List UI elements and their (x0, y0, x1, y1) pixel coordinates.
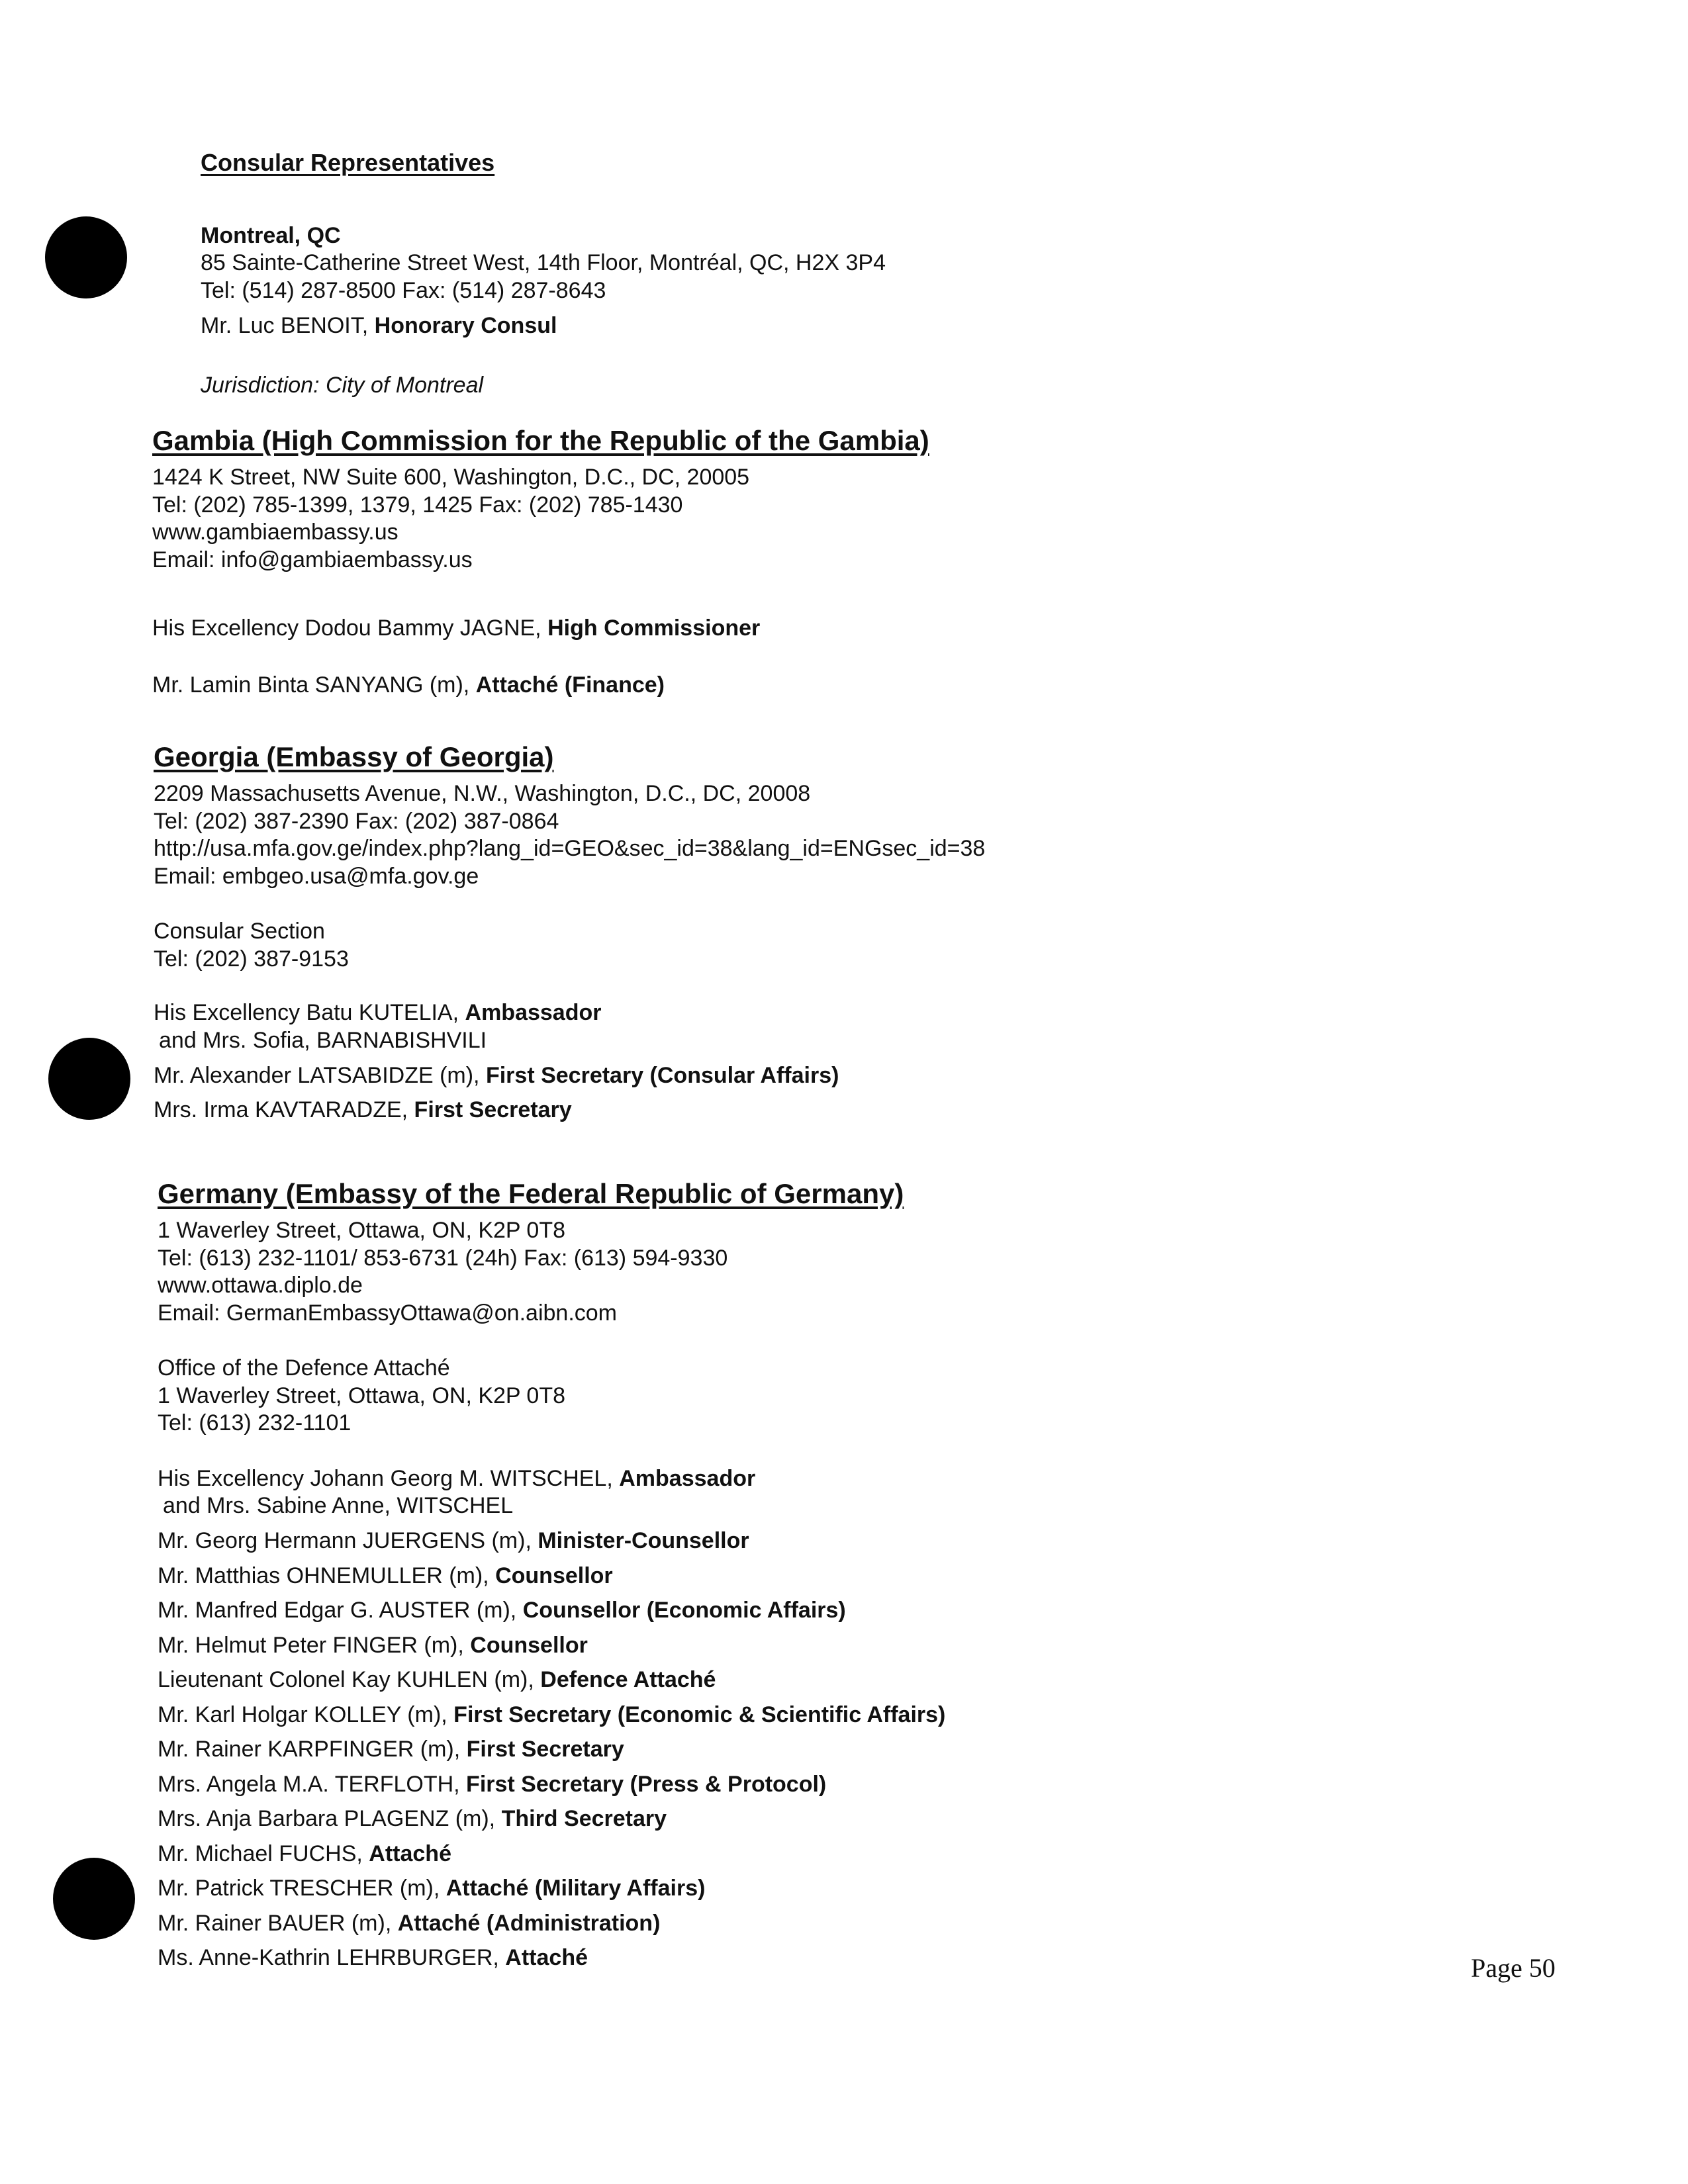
ambassador-title: Ambassador (619, 1465, 756, 1491)
georgia-address: 2209 Massachusetts Avenue, N.W., Washington, D.C., DC, 20008 (154, 781, 811, 807)
punch-hole-top (45, 216, 127, 298)
staff-name: His Excellency Dodou Bammy JAGNE, (152, 615, 541, 641)
consular-city: Montreal, QC (201, 222, 341, 248)
staff-title: Minister-Counsellor (538, 1528, 749, 1554)
staff-entry (158, 1527, 945, 1555)
staff-entry (158, 1875, 945, 1902)
staff-name: Mr. Rainer KARPFINGER (m), (158, 1737, 461, 1762)
georgia-tel: Tel: (202) 387-2390 Fax: (202) 387-0864 (154, 808, 559, 834)
gambia-tel: Tel: (202) 785-1399, 1379, 1425 Fax: (202) 785-1430 (152, 492, 683, 518)
georgia-website: http://usa.mfa.gov.ge/index.php?lang_id=GEO&sec_id=38&lang_id=ENGsec_id=38 (154, 836, 986, 862)
staff-name: Mrs. Irma KAVTARADZE, (154, 1097, 408, 1123)
staff-title: Attaché (505, 1945, 588, 1971)
germany-website: www.ottawa.diplo.de (158, 1273, 363, 1298)
ambassador-name: His Excellency Batu KUTELIA, (154, 1000, 459, 1026)
staff-name: Mr. Helmut Peter FINGER (m), (158, 1632, 464, 1658)
staff-entry (158, 1805, 945, 1833)
staff-name: Lieutenant Colonel Kay KUHLEN (m), (158, 1667, 534, 1693)
gambia-website: www.gambiaembassy.us (152, 520, 399, 545)
georgia-email: Email: embgeo.usa@mfa.gov.ge (154, 863, 479, 889)
staff-entry (158, 1736, 945, 1763)
person-name: Mr. Luc BENOIT, (201, 313, 369, 339)
consular-section (201, 148, 886, 399)
staff-name: Ms. Anne-Kathrin LEHRBURGER, (158, 1945, 499, 1971)
georgia-ambassador (154, 999, 985, 1026)
staff-title: First Secretary (414, 1097, 572, 1123)
ambassador-title: Ambassador (465, 1000, 602, 1026)
staff-name: Mrs. Angela M.A. TERFLOTH, (158, 1771, 460, 1797)
gambia-email: Email: info@gambiaembassy.us (152, 547, 473, 572)
staff-entry (158, 1841, 945, 1868)
staff-entry (158, 1771, 945, 1798)
staff-name: Mr. Manfred Edgar G. AUSTER (m), (158, 1598, 517, 1623)
punch-hole-middle (48, 1038, 130, 1120)
staff-title: High Commissioner (547, 615, 761, 641)
consular-tel: Tel: (514) 287-8500 Fax: (514) 287-8643 (201, 277, 606, 303)
germany-email: Email: GermanEmbassyOttawa@on.aibn.com (158, 1300, 617, 1326)
staff-title: First Secretary (Press & Protocol) (466, 1771, 827, 1797)
ambassador-name: His Excellency Johann Georg M. WITSCHEL, (158, 1465, 613, 1491)
staff-title: Third Secretary (501, 1806, 667, 1832)
staff-name: Mr. Michael FUCHS, (158, 1841, 363, 1866)
germany-tel: Tel: (613) 232-1101/ 853-6731 (24h) Fax: (613) 594-9330 (158, 1245, 728, 1271)
consular-heading: Consular Representatives (201, 149, 495, 176)
staff-title: Attaché (Finance) (475, 672, 665, 698)
staff-entry (158, 1597, 945, 1624)
staff-title: Attaché (369, 1841, 451, 1866)
georgia-consular-tel: Tel: (202) 387-9153 (154, 946, 349, 972)
staff-title: Counsellor (Economic Affairs) (522, 1598, 846, 1623)
gambia-section (152, 424, 929, 699)
germany-defence-label: Office of the Defence Attaché (158, 1355, 450, 1381)
staff-entry (152, 672, 929, 699)
staff-entry (158, 1910, 945, 1937)
staff-name: Mr. Alexander LATSABIDZE (m), (154, 1062, 480, 1088)
person-title: Honorary Consul (374, 313, 557, 339)
staff-title: Counsellor (470, 1632, 588, 1658)
georgia-section (154, 740, 985, 1132)
germany-ambassador (158, 1465, 945, 1492)
germany-section (158, 1177, 945, 1979)
staff-entry (152, 615, 929, 642)
staff-entry (154, 1062, 985, 1089)
germany-spouse: and Mrs. Sabine Anne, WITSCHEL (163, 1492, 514, 1518)
gambia-title: Gambia (High Commission for the Republic of the Gambia) (152, 425, 929, 456)
germany-defence-address: 1 Waverley Street, Ottawa, ON, K2P 0T8 (158, 1383, 566, 1408)
staff-entry (158, 1563, 945, 1590)
germany-address: 1 Waverley Street, Ottawa, ON, K2P 0T8 (158, 1218, 566, 1244)
staff-entry (158, 1632, 945, 1659)
staff-title: First Secretary (Consular Affairs) (485, 1062, 839, 1088)
staff-name: Mr. Karl Holgar KOLLEY (m), (158, 1702, 447, 1727)
staff-name: Mr. Patrick TRESCHER (m), (158, 1876, 440, 1901)
page-number: Page 50 (1471, 1953, 1556, 1983)
consular-address: 85 Sainte-Catherine Street West, 14th Floor, Montréal, QC, H2X 3P4 (201, 250, 886, 276)
consular-jurisdiction: Jurisdiction: City of Montreal (201, 372, 484, 398)
germany-title: Germany (Embassy of the Federal Republic of Germany) (158, 1178, 904, 1209)
staff-name: Mr. Matthias OHNEMULLER (m), (158, 1563, 489, 1588)
staff-title: First Secretary (466, 1737, 624, 1762)
staff-entry (154, 1097, 985, 1124)
georgia-spouse: and Mrs. Sofia, BARNABISHVILI (159, 1027, 487, 1053)
georgia-consular-label: Consular Section (154, 919, 325, 944)
georgia-title: Georgia (Embassy of Georgia) (154, 741, 554, 772)
gambia-address: 1424 K Street, NW Suite 600, Washington, D.C., DC, 20005 (152, 465, 750, 490)
germany-defence-tel: Tel: (613) 232-1101 (158, 1410, 352, 1436)
punch-hole-bottom (53, 1858, 135, 1940)
staff-title: First Secretary (Economic & Scientific Affairs) (453, 1702, 946, 1727)
staff-entry (158, 1666, 945, 1694)
staff-name: Mr. Georg Hermann JUERGENS (m), (158, 1528, 532, 1554)
staff-entry (158, 1702, 945, 1729)
staff-name: Mr. Rainer BAUER (m), (158, 1910, 392, 1936)
consular-person (201, 312, 886, 340)
staff-title: Attaché (Administration) (397, 1910, 661, 1936)
staff-name: Mrs. Anja Barbara PLAGENZ (m), (158, 1806, 496, 1832)
staff-title: Counsellor (495, 1563, 613, 1588)
staff-title: Defence Attaché (540, 1667, 716, 1693)
staff-name: Mr. Lamin Binta SANYANG (m), (152, 672, 470, 698)
staff-title: Attaché (Military Affairs) (445, 1876, 706, 1901)
staff-entry (158, 1944, 945, 1972)
